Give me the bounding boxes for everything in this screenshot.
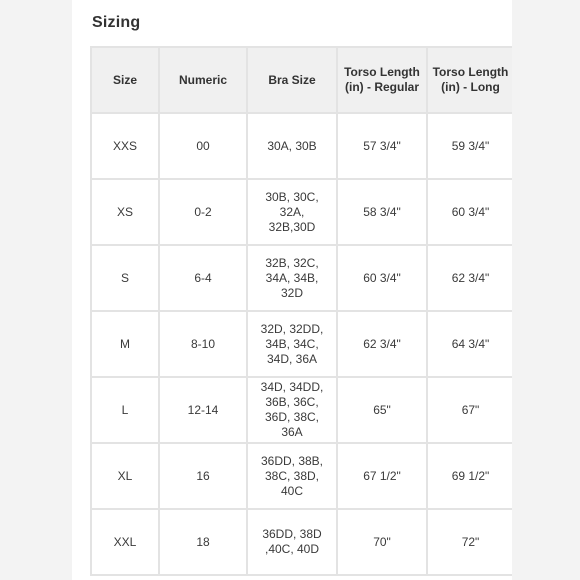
cell-size [90, 312, 160, 378]
table-row [90, 246, 512, 312]
table-row [90, 510, 512, 576]
cell-numeric: 12-14 [160, 378, 248, 444]
cell-bra-size [248, 378, 338, 444]
page-title: Sizing [92, 14, 141, 31]
cell-numeric: 6-4 [160, 246, 248, 312]
cell-torso-long: 60 3/4" [428, 180, 512, 246]
cell-numeric: 16 [160, 444, 248, 510]
cell-bra-size [248, 444, 338, 510]
cell-torso-long: 72" [428, 510, 512, 576]
header-size: Size [90, 46, 160, 114]
table-row [90, 444, 512, 510]
size-label: XXL [113, 534, 137, 549]
cell-numeric: 0-2 [160, 180, 248, 246]
size-label: XS [116, 204, 133, 219]
bra-size-text: 36DD, 38B, 38C, 38D, 40C [260, 453, 324, 498]
cell-size [90, 510, 160, 576]
header-torso-regular: Torso Length (in) - Regular [338, 46, 428, 114]
cell-bra-size [248, 510, 338, 576]
cell-bra-size [248, 180, 338, 246]
cell-size [90, 246, 160, 312]
cell-torso-regular: 65" [338, 378, 428, 444]
cell-numeric: 8-10 [160, 312, 248, 378]
table-row [90, 114, 512, 180]
table-row [90, 180, 512, 246]
bra-size-text: 32D, 32DD, 34B, 34C, 34D, 36A [260, 321, 324, 366]
size-label: S [120, 270, 129, 285]
cell-torso-long: 64 3/4" [428, 312, 512, 378]
cell-size [90, 114, 160, 180]
cell-torso-regular: 57 3/4" [338, 114, 428, 180]
header-numeric: Numeric [160, 46, 248, 114]
cell-torso-long: 69 1/2" [428, 444, 512, 510]
cell-bra-size [248, 114, 338, 180]
table-row [90, 312, 512, 378]
size-label: M [120, 336, 130, 351]
cell-bra-size [248, 246, 338, 312]
bra-size-text: 36DD, 38D ,40C, 40D [262, 527, 322, 556]
cell-size [90, 378, 160, 444]
header-bra-size: Bra Size [248, 46, 338, 114]
cell-torso-regular: 58 3/4" [338, 180, 428, 246]
header-torso-long: Torso Length (in) - Long [428, 46, 512, 114]
cell-bra-size [248, 312, 338, 378]
cell-torso-regular: 67 1/2" [338, 444, 428, 510]
cell-numeric: 00 [160, 114, 248, 180]
size-label: XXS [112, 138, 137, 153]
bra-size-text: 32B, 32C, 34A, 34B, 32D [265, 255, 319, 300]
cell-torso-regular: 60 3/4" [338, 246, 428, 312]
cell-size [90, 180, 160, 246]
cell-size [90, 444, 160, 510]
cell-torso-long: 59 3/4" [428, 114, 512, 180]
sizing-table [90, 46, 512, 576]
bra-size-text: 30A, 30B [267, 138, 317, 153]
table-header-row [90, 46, 512, 114]
size-label: L [121, 402, 129, 417]
table-row [90, 378, 512, 444]
cell-torso-long: 67" [428, 378, 512, 444]
cell-numeric: 18 [160, 510, 248, 576]
cell-torso-regular: 62 3/4" [338, 312, 428, 378]
cell-torso-regular: 70" [338, 510, 428, 576]
cell-torso-long: 62 3/4" [428, 246, 512, 312]
sizing-panel [72, 0, 512, 580]
size-label: XL [117, 468, 133, 483]
bra-size-text: 34D, 34DD, 36B, 36C, 36D, 38C, 36A [260, 380, 324, 439]
bra-size-text: 30B, 30C, 32A, 32B,30D [265, 189, 319, 234]
